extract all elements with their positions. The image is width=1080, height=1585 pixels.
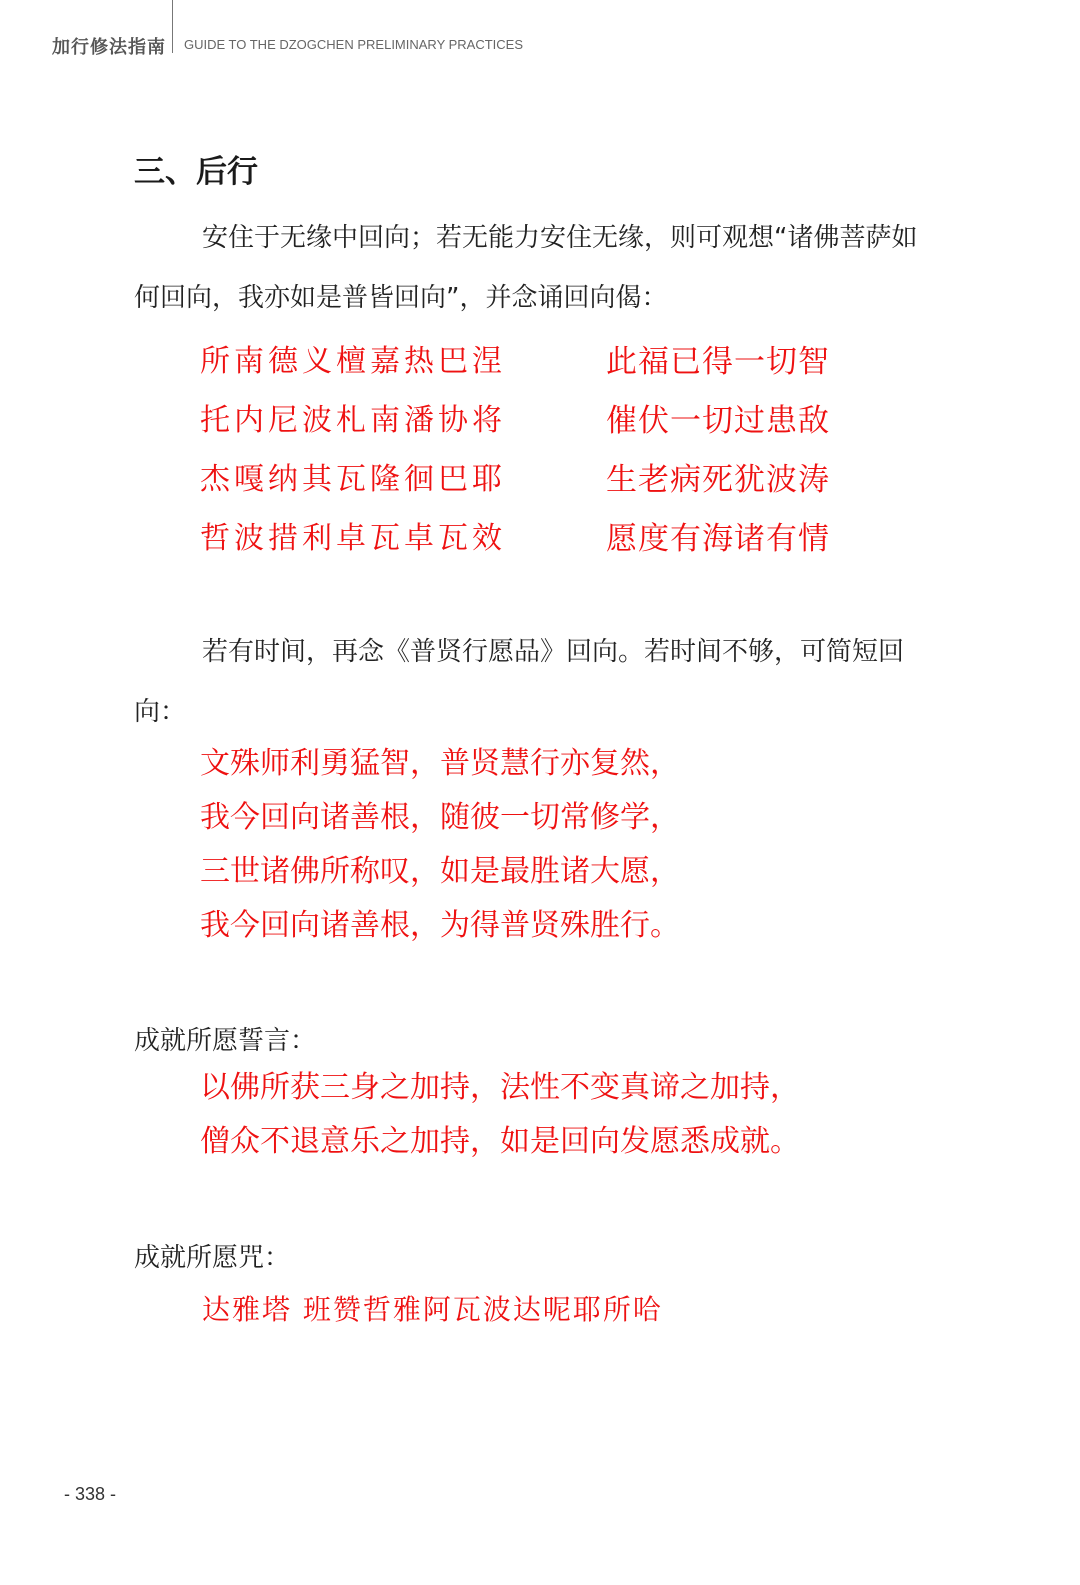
verse-line-tibetan: 所南德义檀嘉热巴涅 xyxy=(200,344,506,379)
section-title: 三、后行 xyxy=(134,154,258,190)
mantra-text: 达雅塔 班赞哲雅阿瓦波达呢耶所哈 xyxy=(202,1293,663,1326)
verse-line-tibetan: 托内尼波札南潘协将 xyxy=(200,403,506,438)
verse-row xyxy=(200,513,880,572)
dedication-verse xyxy=(200,336,880,572)
verse-line-chinese: 生老病死犹波涛 xyxy=(606,462,830,498)
verse-line: 以佛所获三身之加持，法性不变真谛之加持， xyxy=(200,1070,800,1105)
verse-line: 三世诸佛所称叹，如是最胜诸大愿， xyxy=(200,854,680,889)
verse-row xyxy=(200,454,880,513)
verse-row xyxy=(200,336,880,395)
page-number: - 338 - xyxy=(64,1484,117,1504)
short-dedication-verse xyxy=(200,737,680,953)
aspiration-label: 成就所愿誓言： xyxy=(134,1026,317,1056)
verse-line-chinese: 此福已得一切智 xyxy=(606,344,830,380)
verse-line-tibetan: 哲波措利卓瓦卓瓦效 xyxy=(200,521,506,556)
mantra-label: 成就所愿咒： xyxy=(134,1243,291,1273)
verse-line: 我今回向诸善根，随彼一切常修学， xyxy=(200,800,680,835)
header-divider xyxy=(172,0,173,53)
aspiration-verse xyxy=(200,1061,800,1169)
second-paragraph: 若有时间，再念《普贤行愿品》回向。若时间不够，可简短回向： xyxy=(134,637,905,727)
verse-line: 我今回向诸善根，为得普贤殊胜行。 xyxy=(200,908,680,943)
header-book-title-en: GUIDE TO THE DZOGCHEN PRELIMINARY PRACTICES xyxy=(184,37,524,52)
page-header xyxy=(0,0,1080,60)
verse-line: 僧众不退意乐之加持，如是回向发愿悉成就。 xyxy=(200,1124,800,1159)
verse-line-chinese: 催伏一切过患敌 xyxy=(606,403,830,439)
header-book-title-cn: 加行修法指南 xyxy=(52,37,166,58)
verse-row xyxy=(200,395,880,454)
intro-paragraph: 安住于无缘中回向；若无能力安住无缘，则可观想“诸佛菩萨如何回向，我亦如是普皆回向”，并念诵回向偈： xyxy=(134,223,918,313)
verse-line: 文殊师利勇猛智，普贤慧行亦复然， xyxy=(200,746,680,781)
verse-line-chinese: 愿度有海诸有情 xyxy=(606,521,830,557)
verse-line-tibetan: 杰嘎纳其瓦隆徊巴耶 xyxy=(200,462,506,497)
